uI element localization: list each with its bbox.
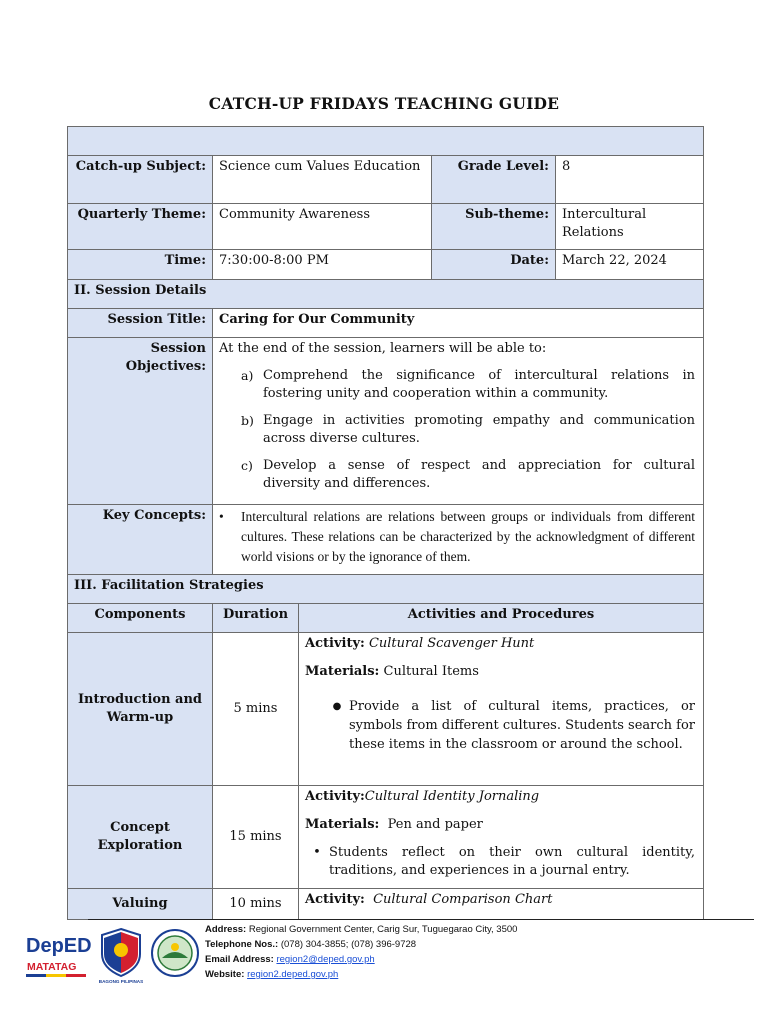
objectives-intro: At the end of the session, learners will be able to: <box>219 341 547 356</box>
activity-line <box>305 635 695 653</box>
theme-label: Quarterly Theme: <box>68 204 213 250</box>
col-header-duration: Duration <box>213 604 299 633</box>
key-concepts-cell <box>213 505 704 575</box>
duration-intro: 5 mins <box>213 633 299 786</box>
objective-text: Comprehend the significance of intercultural relations in fostering unity and cooperation within a community. <box>263 368 696 401</box>
component-valuing: Valuing <box>68 889 213 920</box>
duration-concept: 15 mins <box>213 786 299 889</box>
teaching-guide-table <box>67 126 704 920</box>
subtheme-value: Intercultural Relations <box>556 204 704 250</box>
col-header-activities: Activities and Procedures <box>299 604 704 633</box>
procedure-item <box>305 844 695 880</box>
blank-header-row <box>68 127 704 156</box>
matatag-logo-text: MATATAG <box>27 961 77 973</box>
flag-stripe-yellow <box>46 974 66 977</box>
session-details-heading: II. Session Details <box>68 280 704 309</box>
objective-marker: b) <box>241 413 254 428</box>
activity-name: Cultural Identity Jornaling <box>364 789 540 804</box>
procedure-item <box>305 697 695 754</box>
session-title-value: Caring for Our Community <box>213 309 704 338</box>
objectives-list <box>219 367 695 493</box>
address-line <box>205 922 517 937</box>
subject-value: Science cum Values Education <box>213 156 432 204</box>
materials-line <box>305 816 695 834</box>
key-concepts-label: Key Concepts: <box>68 505 213 575</box>
materials-line <box>305 663 695 681</box>
flag-stripe-blue <box>26 974 46 977</box>
regional-seal-logo <box>150 928 200 978</box>
telephone-value: (078) 304-3855; (078) 396-9728 <box>280 939 417 950</box>
activity-name: Cultural Scavenger Hunt <box>368 636 535 651</box>
activity-name: Cultural Comparison Chart <box>373 892 553 907</box>
facilitation-heading: III. Facilitation Strategies <box>68 575 704 604</box>
email-line <box>205 952 517 967</box>
website-label: Website: <box>205 969 245 980</box>
email-link[interactable]: region2@deped.gov.ph <box>276 954 375 965</box>
activities-concept <box>299 786 704 889</box>
bullet-icon: • <box>313 845 321 860</box>
telephone-line <box>205 937 517 952</box>
objective-text: Engage in activities promoting empathy and communication across diverse cultures. <box>263 413 696 446</box>
flag-stripe-red <box>66 974 86 977</box>
bagong-pilipinas-caption: BAGONG PILIPINAS <box>98 979 144 984</box>
website-line <box>205 967 517 982</box>
objective-item <box>241 412 695 448</box>
time-value: 7:30:00-8:00 PM <box>213 250 432 280</box>
footer-divider <box>88 919 754 920</box>
duration-valuing: 10 mins <box>213 889 299 920</box>
key-concept-text: Intercultural relations are relations between groups or individuals from different cultures. These relations can be characterized by the acknowledgment of different world visions or by the ignorance of them. <box>241 509 696 564</box>
time-label: Time: <box>68 250 213 280</box>
bagong-pilipinas-logo <box>96 926 146 986</box>
activity-label: Activity: <box>305 892 365 907</box>
component-intro: Introduction and Warm-up <box>68 633 213 786</box>
address-label: Address: <box>205 924 247 935</box>
contact-block <box>205 922 517 982</box>
objective-marker: a) <box>241 368 254 383</box>
bullet-icon: • <box>219 509 224 524</box>
telephone-label: Telephone Nos.: <box>205 939 279 950</box>
website-link[interactable]: region2.deped.gov.ph <box>247 969 339 980</box>
objective-text: Develop a sense of respect and appreciation for cultural diversity and differences. <box>263 458 696 491</box>
objective-item <box>241 367 695 403</box>
session-objectives-cell <box>213 338 704 505</box>
page-footer <box>0 912 768 1024</box>
subject-label: Catch-up Subject: <box>68 156 213 204</box>
session-title-label: Session Title: <box>68 309 213 338</box>
theme-value: Community Awareness <box>213 204 432 250</box>
email-label: Email Address: <box>205 954 274 965</box>
grade-label: Grade Level: <box>432 156 556 204</box>
materials-value: Pen and paper <box>387 817 483 832</box>
sun-icon <box>114 943 128 957</box>
objective-item <box>241 457 695 493</box>
materials-label: Materials: <box>305 817 380 832</box>
deped-matatag-logo <box>24 930 92 980</box>
activity-label: Activity: <box>305 636 365 651</box>
materials-label: Materials: <box>305 664 380 679</box>
subtheme-label: Sub-theme: <box>432 204 556 250</box>
date-value: March 22, 2024 <box>556 250 704 280</box>
objective-marker: c) <box>241 458 253 473</box>
deped-logo-text: DepED <box>26 935 92 957</box>
activity-label: Activity: <box>305 789 365 804</box>
activity-line <box>305 788 695 806</box>
grade-value: 8 <box>556 156 704 204</box>
document-title: CATCH-UP FRIDAYS TEACHING GUIDE <box>208 94 560 113</box>
address-value: Regional Government Center, Carig Sur, Tuguegarao City, 3500 <box>248 924 518 935</box>
component-concept: Concept Exploration <box>68 786 213 889</box>
procedure-text: Students reflect on their own cultural identity, traditions, and experiences in a journal entry. <box>329 845 696 878</box>
key-concept-item <box>219 507 695 567</box>
activities-intro <box>299 633 704 786</box>
procedure-text: Provide a list of cultural items, practices, or symbols from different cultures. Students search for these items in the classroom or around the school. <box>349 699 696 752</box>
session-objectives-label: Session Objectives: <box>68 338 213 505</box>
seal-sun-icon <box>171 943 179 951</box>
materials-value: Cultural Items <box>383 664 479 679</box>
date-label: Date: <box>432 250 556 280</box>
bullet-icon: ● <box>332 701 342 712</box>
col-header-components: Components <box>68 604 213 633</box>
